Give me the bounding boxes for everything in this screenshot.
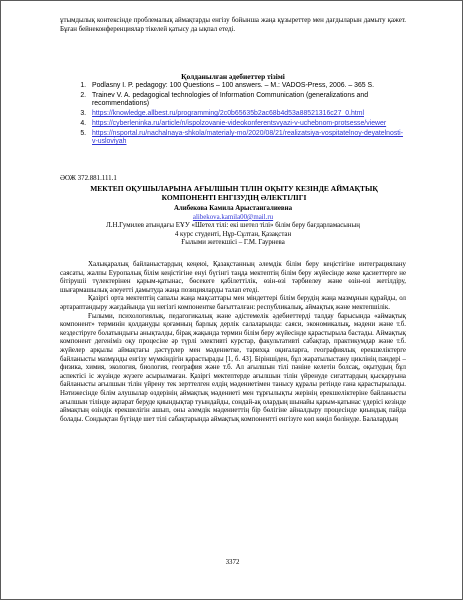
references-heading: Қолданылған әдебиеттер тізімі	[181, 72, 285, 81]
reference-item-2	[88, 92, 406, 109]
body-paragraph: Қазіргі орта мектептің сапалы жаңа мақсаттары мен міндеттері білім берудің жаңа мазмұнын құрайды, ол әртараптандыру жағдайында үш негізгі компонентке бағытталған: республикалық, аймақтық және мектепшілік.	[60, 295, 406, 311]
reference-item-4	[88, 120, 406, 128]
scientific-supervisor: Ғылыми жетекшісі – Г.М. Гаурнева	[181, 239, 285, 247]
reference-link[interactable]: https://cyberleninka.ru/article/n/ispolzovanie-videokonferentsvyazi-v-uchebnom-protsesse/viewer	[92, 120, 387, 128]
udk-code: ӘОЖ 372.881.111.1	[60, 175, 117, 182]
author-email-link[interactable]: alibekova.kamila00@mail.ru	[192, 213, 274, 221]
reference-link[interactable]: https://nsportal.ru/nachalnaya-shkola/materialy-mo/2020/08/21/realizatsiya-vospitatelnoy-deyatelnosti-v-usloviyah	[92, 130, 404, 146]
reference-link[interactable]: https://knowledge.allbest.ru/programming/2c0b65635b2ac68b4d53a88521316c27_0.html	[92, 110, 364, 118]
reference-text: Podlasny I. P. pedagogy: 100 Questions – 100 answers. – M.: VADOS-Press, 2006. – 365 S.	[92, 82, 375, 89]
author-affiliation-course: 4 курс студенті, Нұр-Сұлтан, Қазақстан	[174, 230, 292, 238]
body-paragraph: Ғылыми, психологиялық, педагогикалық және әдістемелік әдебиеттерді талдау барысында «аймақтық компонент» терминін қолдануды қоғамның барлық дерлік салаларында: саяси, экономикалық, мәдени және т.б. кездестіруге болатындығы анықталды, бірақ жақында термин білім беру жүйесінде қарастырыла бастады. Аймақтық компонент дегеніміз оқу процесіне әр түрлі элективті курстар, факультативті сабақтар, практикумдар және т.б. жүйелер арқылы аймақтағы дәстүрлер мен мәдениетке, тарихқа оқиғаларға, географиялық ерекшеліктерге байланысты мазмұнды енгізу мүмкіндігін қарастырады [1, б. 43]. Біріншіден, бұл жаратылыстану циклінің пәндері – физика, химия, экология, биология, география және т.б. Ал ағылшын тілі пәніне келетін болсақ, оқытудың бұл аспектісі іс жүзінде жүзеге асырылмаған. Қазіргі мектептерде ағылшын тілін үйренуде сигаттардың қысқаруына байланысты ағылшын тілін үйрену тек зерттелген елдің мәдениетімен танысу құралы ретінде ғана қарастырылады. Нәтижесінде білім алушылар өздерінің аймақтық мәдениеті мен тұрғылықты жерінің ерекшеліктеріне байланысты ағылшын тілінде ақпарат беруде қиындықтар туындайды, сондай-ақ олардың шынайы қарым-қатынас үдерісі кезінде аймақтың өзіндік ерекшелігін ашып, оны әлемдік мәдениеттің бір бөлігіне айналдыру процесінде қиындық пайда болады. Сондықтан бүгінде шет тілі сабақтарында аймақтық компонентті енгізуге көп көңіл бөлінуде. Балалардың	[60, 312, 406, 423]
reference-item-3	[88, 110, 406, 118]
author-affiliation: Л.Н.Гумилев атындағы ЕҰУ «Шетел тілі: екі шетел тілі» білім беру бағдарламасының	[106, 222, 360, 230]
article-title: МЕКТЕП ОҚУШЫЛАРЫНА АҒЫЛШЫН ТІЛІН ОҚЫТУ КЕЗІНДЕ АЙМАҚТЫҚ КОМПОНЕНТІ ЕНГІЗУДІҢ ӘЛЕКТІЛІГІ	[90, 184, 378, 202]
reference-text: Trainev V. A. pedagogical technologies of Information Communication (generalizations and recommendations)	[92, 91, 369, 108]
references-list	[60, 82, 406, 148]
reference-item-5	[88, 130, 406, 147]
body-paragraph: Халықаралық байланыстардың кеңеюі, Қазақстанның әлемдік білім беру кеңістігіне интеграциялану саясаты, жалпы Еуропалық білім кеңістігіне енуі бүгінгі таңда мектептің білім беру жүйесінде жеке қасиеттерге не бітірушіі түлектерінен қарым-қатынас, бөсекеге қабілеттілік, өзін-өзі тәрбиелеу және өзін-өзі жетілдіру, шығармашылық әлеуетті дамытуда жаңа позицияларды талап етеді.	[60, 261, 406, 294]
reference-item-1	[88, 82, 406, 90]
author-block	[60, 205, 406, 248]
article-body	[60, 261, 406, 424]
page-number: 3372	[225, 559, 240, 566]
intro-paragraph: ұтымдылық контексінде проблемалық аймақтарды енгізу бойынша жаңа құзыреттер мен дағдыларын дамыту қажет. Бұған бейнеконференциялар тікелей қатысу да ықпал етеді.	[60, 17, 406, 33]
author-name: Алибекова Камила Арыстангалиевна	[173, 205, 293, 212]
